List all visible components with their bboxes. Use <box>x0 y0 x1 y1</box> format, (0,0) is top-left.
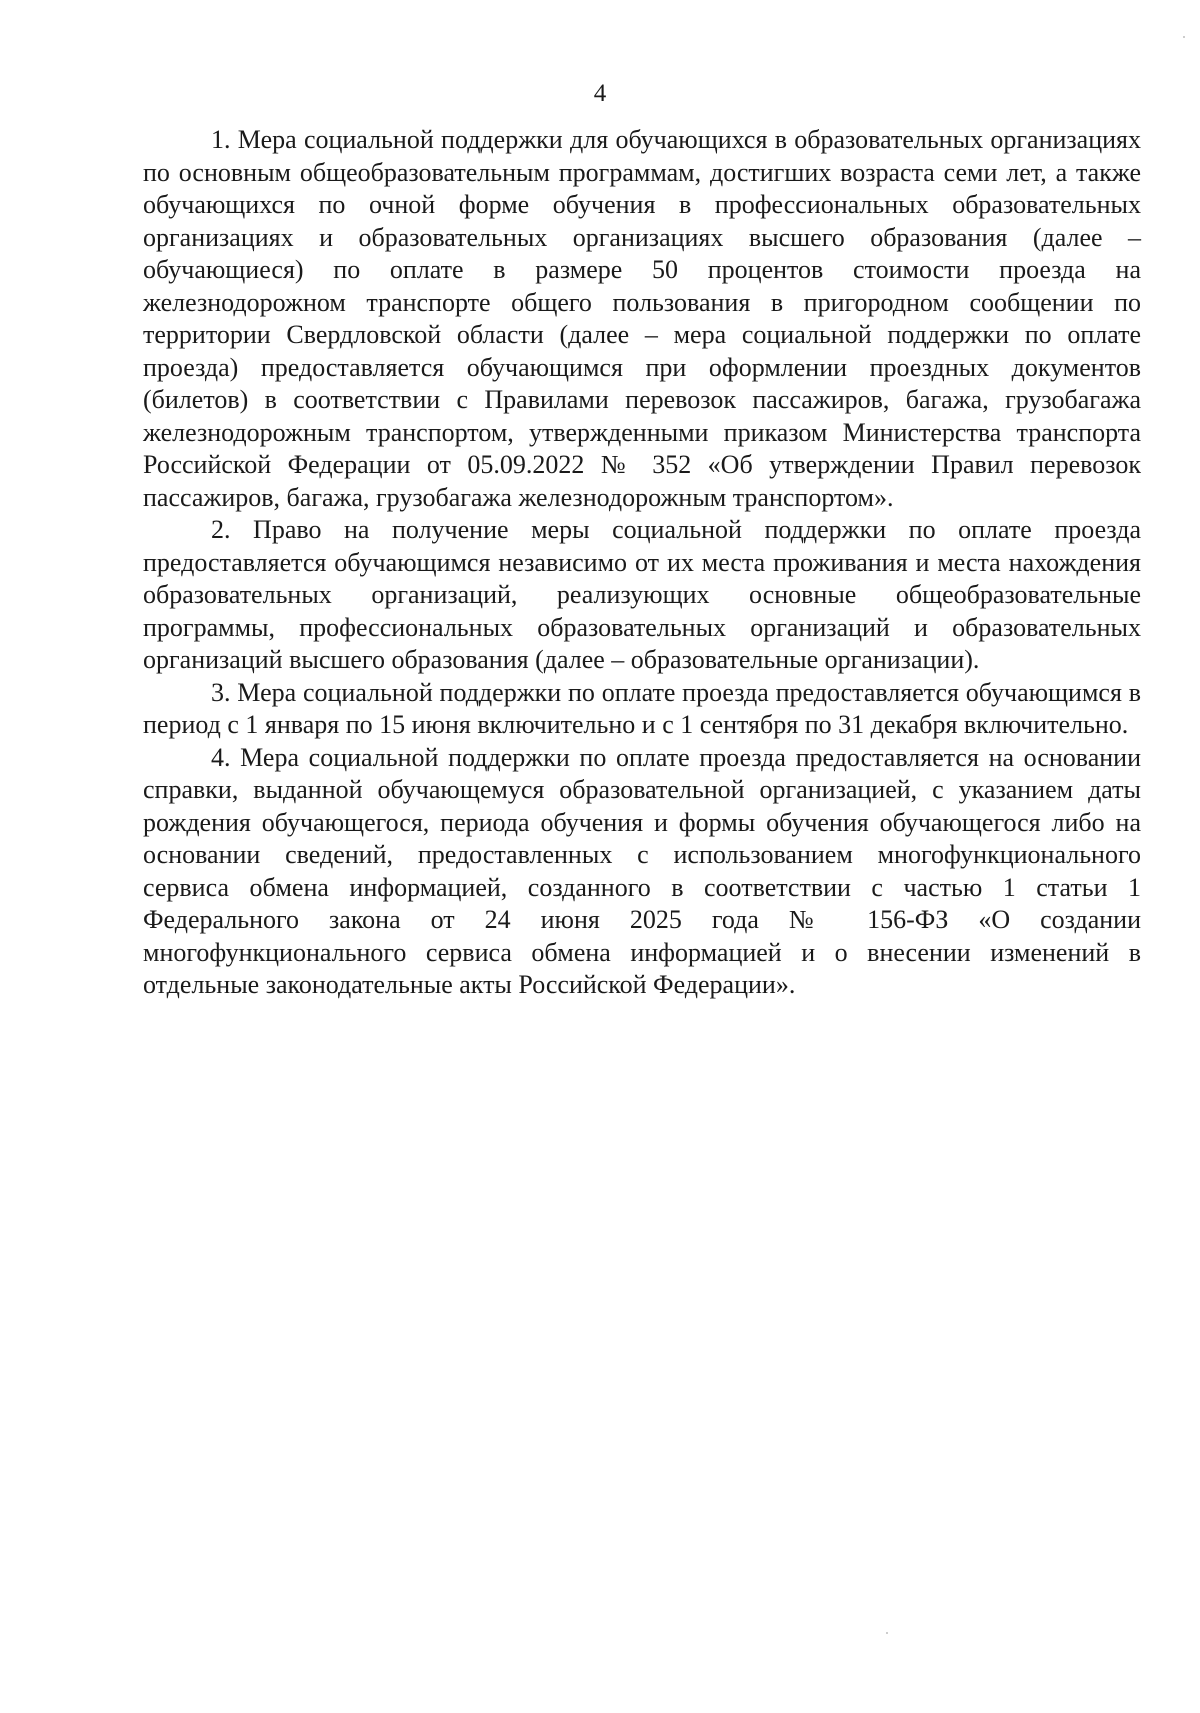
scan-speck-top-right <box>1183 36 1185 38</box>
paragraph-3: 3. Мера социальной поддержки по оплате проезда предоставляется обучающимся в период с 1 января по 15 июня включительно и с 1 сентября по 31 декабря включительно. <box>143 677 1141 739</box>
paragraph-4: 4. Мера социальной поддержки по оплате проезда предоставляется на основании справки, выданной обучающемуся образовательной организацией, с указанием даты рождения обучающегося, периода обучения и формы обучения обучающегося либо на основании сведений, предоставленных с использованием многофункционального сервиса обмена информацией, созданного в соответствии с частью 1 статьи 1 Федерального закона от 24 июня 2025 года № 156-ФЗ «О создании многофункционального сервиса обмена информацией и о внесении изменений в отдельные законодательные акты Российской Федерации». <box>143 742 1141 999</box>
scan-speck-bottom <box>886 1632 888 1634</box>
page-number: 4 <box>593 80 607 107</box>
paragraph-1: 1. Мера социальной поддержки для обучающихся в образовательных организациях по основным общеобразовательным программам, достигших возраста семи лет, а также обучающихся по очной форме обучения в профессиональных образовательных организациях и образовательных организациях высшего образования (далее – обучающиеся) по оплате в размере 50 процентов стоимости проезда на железнодорожном транспорте общего пользования в пригородном сообщении по территории Свердловской области (далее – мера социальной поддержки по оплате проезда) предоставляется обучающимся при оформлении проездных документов (билетов) в соответствии с Правилами перевозок пассажиров, багажа, грузобагажа железнодорожным транспортом, утвержденными приказом Министерства транспорта Российской Федерации от 05.09.2022 № 352 «Об утверждении Правил перевозок пассажиров, багажа, грузобагажа железнодорожным транспортом». <box>143 125 1141 512</box>
document-body <box>143 124 1141 1002</box>
paragraph-2: 2. Право на получение меры социальной поддержки по оплате проезда предоставляется обучающимся независимо от их места проживания и места нахождения образовательных организаций, реализующих основные общеобразовательные программы, профессиональных образовательных организаций и образовательных организаций высшего образования (далее – образовательные организации). <box>143 515 1141 674</box>
